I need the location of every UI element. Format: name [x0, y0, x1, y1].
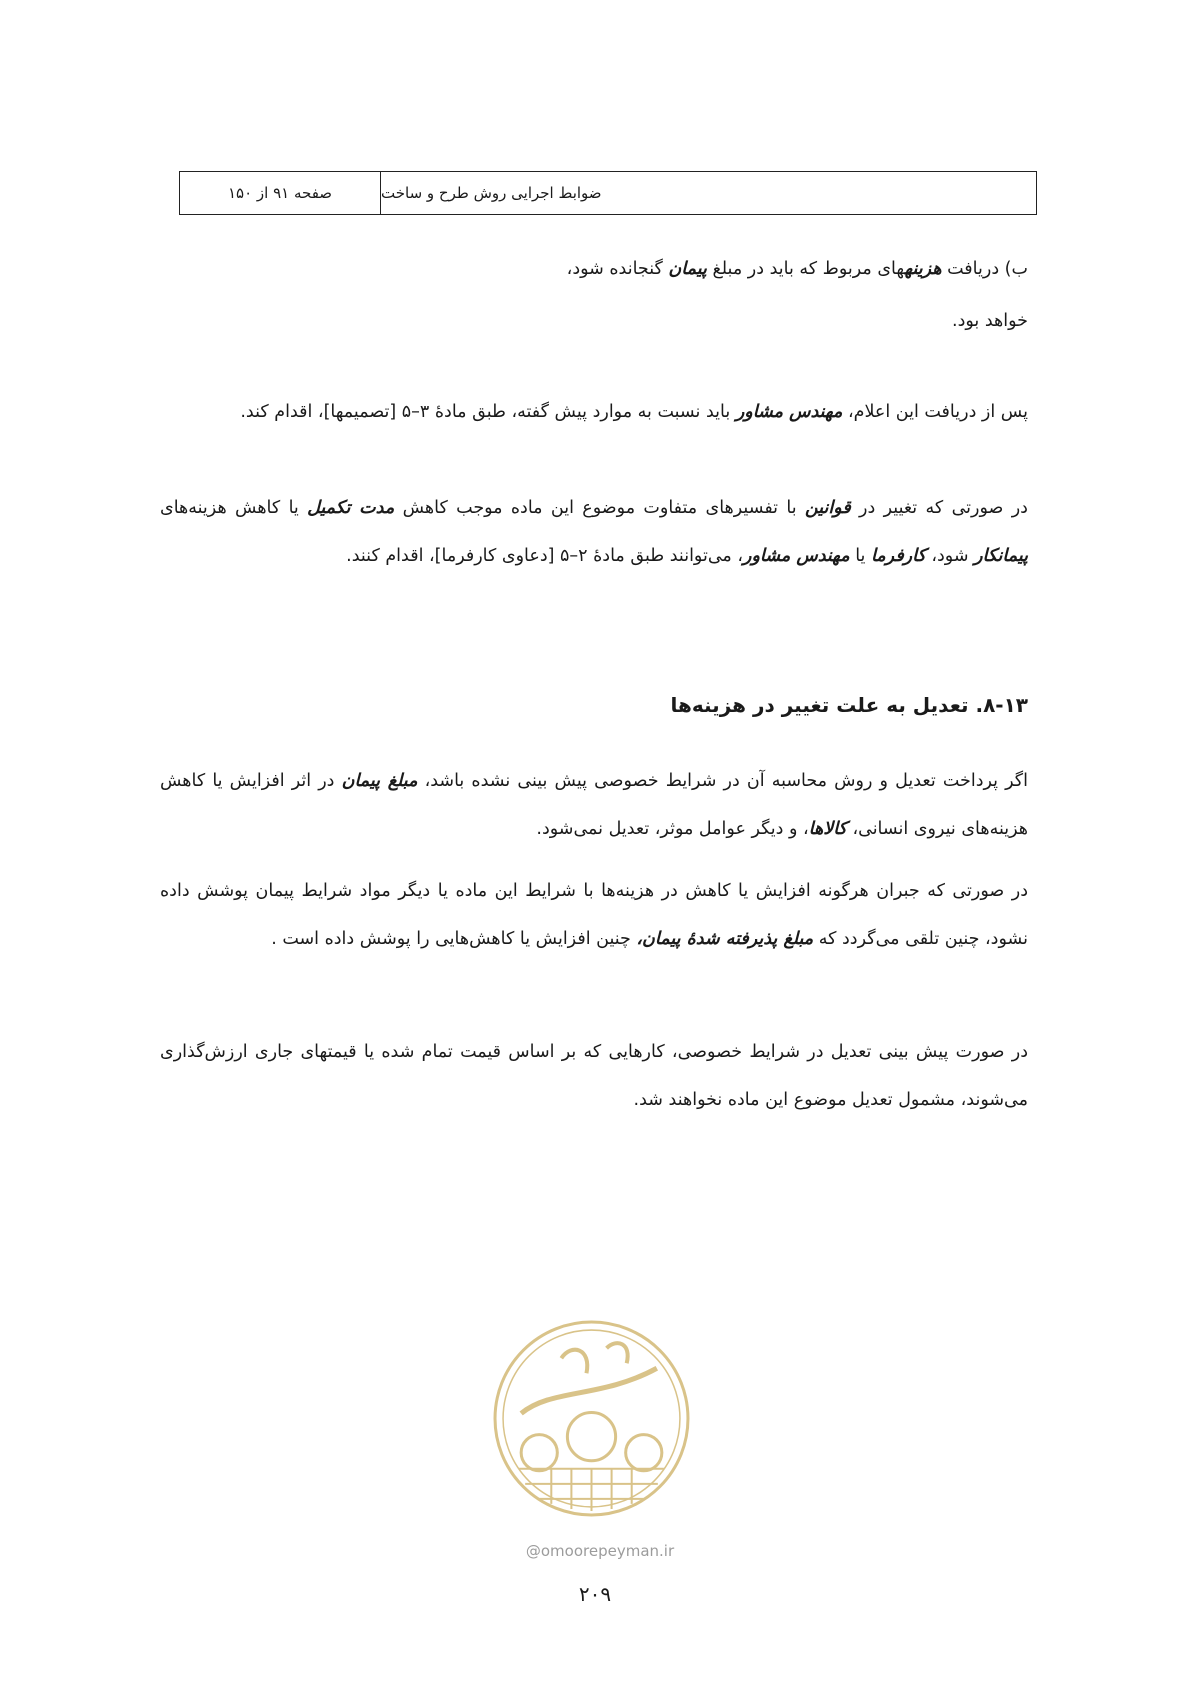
page-header-table [179, 171, 1037, 215]
paragraph-forecast: در صورت پیش بینی تعدیل در شرایط خصوصی، کارهایی که بر اساس قیمت تمام شده یا قیمتهای جاری ارزش‌گذاری می‌شوند، مشمول تعدیل موضوع این ماده نخواهند شد. [160, 1042, 1028, 1110]
paragraph-adjustment: اگر پرداخت تعدیل و روش محاسبه آن در شرایط خصوصی پیش بینی نشده باشد، مبلغ پیمان در اثر افزایش یا کاهش هزینه‌های نیروی انسانی، کالاها، و دیگر عوامل موثر، تعدیل نمی‌شود. [160, 771, 1029, 839]
seal-url: @omoorepeyman.ir [525, 1542, 675, 1560]
page-number: ۲۰۹ [578, 1582, 612, 1606]
section-heading: ۸-۱۳. تعدیل به علت تغییر در هزینه‌ها [670, 693, 1028, 717]
paragraph-compensation: در صورتی که جبران هرگونه افزایش یا کاهش در هزینه‌ها با شرایط این ماده یا دیگر مواد شرایط پیمان پوشش داده نشود، چنین تلقی می‌گردد که مبلغ پذیرفته شدۀ پیمان، چنین افزایش یا کاهش‌هایی را پوشش داده است . [160, 881, 1028, 949]
paragraph-will-be: خواهد بود. [952, 311, 1028, 331]
paragraph-law-change: در صورتی که تغییر در قوانین با تفسیرهای متفاوت موضوع این ماده موجب کاهش مدت تکمیل یا کاهش هزینه‌های پیمانکار شود، کارفرما یا مهندس مشاور، می‌توانند طبق مادۀ ۲–۵ [دعاوی کارفرما]، اقدام کنند. [160, 498, 1028, 566]
paragraph-b-item: ب) دریافت هزینههای مربوط که باید در مبلغ پیمان گنجانده شود، [566, 259, 1028, 279]
omoor-peyman-seal-logo [491, 1318, 692, 1519]
page-info: صفحه ۹۱ از ۱۵۰ [180, 172, 381, 214]
paragraph-after-notice: پس از دریافت این اعلام، مهندس مشاور باید نسبت به موارد پیش گفته، طبق مادۀ ۳–۵ [تصمیمها]، اقدام کند. [240, 402, 1028, 422]
document-title: ضوابط اجرایی روش طرح و ساخت [381, 184, 602, 202]
